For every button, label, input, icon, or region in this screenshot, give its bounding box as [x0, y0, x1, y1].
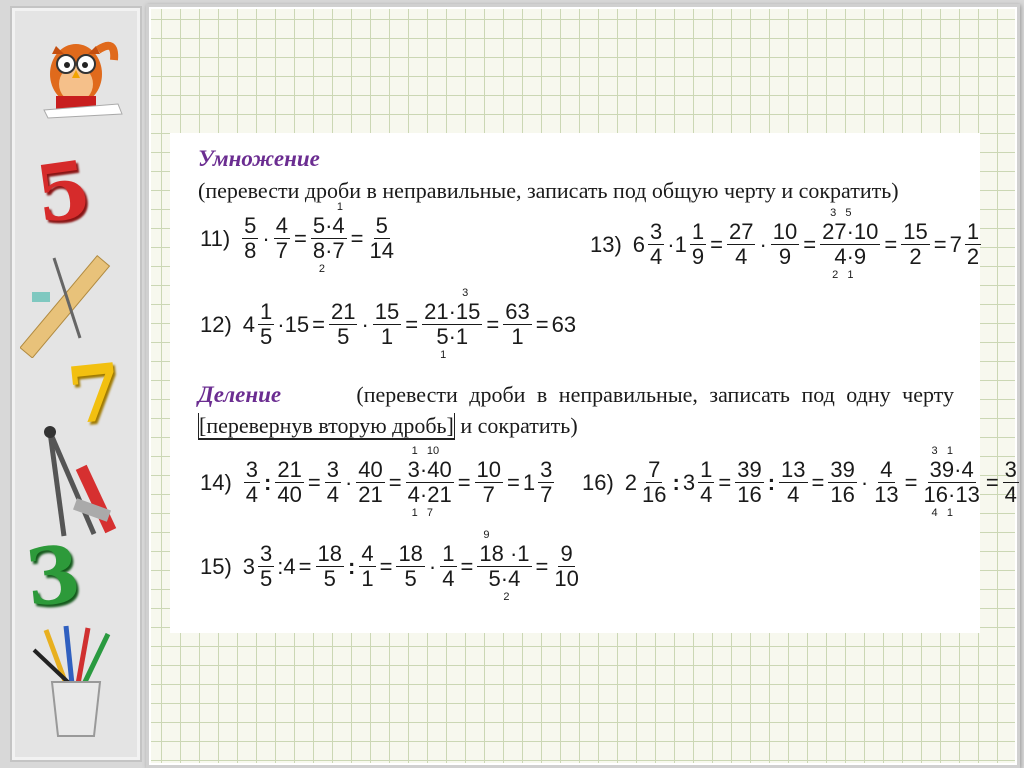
fraction: $\frac{13}{4}$: [781, 457, 806, 507]
fraction: $\frac{63}{1}$: [505, 299, 530, 349]
example-label: 12): [200, 311, 232, 337]
owl-teacher-icon: [26, 30, 130, 122]
fraction: $\frac{18}{5}$: [398, 541, 423, 591]
example-label: 11): [200, 225, 231, 251]
fraction: $\frac{4}{13}$: [874, 457, 899, 507]
division-instruction: (перевести дроби в неправильные, записать под одну черту: [356, 382, 954, 407]
division-line-2: [198, 413, 578, 439]
fraction: $\frac{9}{10}$: [554, 541, 579, 591]
fraction: $\frac{3}{4}$: [245, 457, 259, 507]
fraction: $\frac{3}{4}$: [650, 219, 663, 269]
fraction: $\frac{4}{7}$: [275, 213, 288, 263]
division-line-1: [198, 382, 954, 408]
fraction: $\frac{5}{14}$: [369, 213, 394, 263]
pencil-cup-icon: [26, 624, 126, 742]
fraction: $\frac{27}{4}$: [728, 219, 754, 269]
fraction: 9 18 ·1 5·4 2: [479, 529, 530, 603]
number-three: 3: [21, 528, 85, 625]
example-label: 14): [200, 469, 232, 495]
example-11: 11) $\frac{5}{8}$ · $\frac{4}{7}$ = 1 5·4 8·7 2 = $\frac{5}{14}$: [200, 201, 394, 275]
fraction: 3 21·15 5·1 1: [424, 287, 481, 361]
fraction: 3 1 39·4 16·13 4 1: [923, 445, 980, 519]
example-16: 16) 2 $\frac{7}{16}$ : 3 $\frac{1}{4}$ = $\frac{39}{16}$ : $\frac{13}{4}$ = $\frac{39}{16}$ · $\frac{4}{13}$ = 3 1 39·4 16·13 4 1 = $\frac{3}{4}$: [582, 445, 1017, 519]
fraction: 1 10 3·40 4·21 1 7: [407, 445, 452, 519]
fraction: $\frac{3}{4}$: [1004, 457, 1017, 507]
fraction: $\frac{15}{1}$: [374, 299, 400, 349]
fraction: $\frac{1}{2}$: [966, 219, 980, 269]
fraction: $\frac{39}{16}$: [830, 457, 855, 507]
fraction: $\frac{21}{5}$: [330, 299, 356, 349]
fraction: 1 5·4 8·7 2: [312, 201, 345, 275]
fraction: $\frac{5}{8}$: [244, 213, 257, 263]
example-label: 16): [582, 469, 614, 495]
fraction: 3 5 27·10 4·9 2 1: [822, 207, 879, 281]
number-five: 5: [29, 143, 97, 242]
ruler-pencil-icon: [20, 248, 130, 358]
fraction: $\frac{7}{16}$: [642, 457, 667, 507]
example-label: 15): [200, 553, 232, 579]
fraction: $\frac{10}{7}$: [476, 457, 502, 507]
division-underlined-note: [перевернув вторую дробь]: [199, 413, 454, 438]
fraction: $\frac{1}{4}$: [442, 541, 455, 591]
fraction: $\frac{1}{4}$: [700, 457, 713, 507]
number-seven: 7: [63, 346, 127, 443]
multiplication-instruction: (перевести дроби в неправильные, записать под общую черту и сократить): [198, 178, 899, 203]
example-15: 15) 3 $\frac{3}{5}$ :4 = $\frac{18}{5}$ : $\frac{4}{1}$ = $\frac{18}{5}$ · $\frac{1}{4}$ = 9 18 ·1 5·4 2 = $\frac{9}{10}$: [200, 529, 579, 603]
multiplication-title: Умножение: [198, 146, 320, 171]
fraction: $\frac{1}{9}$: [691, 219, 705, 269]
fraction: $\frac{39}{16}$: [737, 457, 762, 507]
division-instruction-end: и сократить): [460, 413, 578, 438]
fraction: $\frac{10}{9}$: [772, 219, 798, 269]
compass-icon: [24, 424, 128, 544]
example-13: 13) 6 $\frac{3}{4}$ ·1 $\frac{1}{9}$ = $\frac{27}{4}$ · $\frac{10}{9}$ = 3 5 27·10 4·9 2 1 = $\frac{15}{2}$ = 7 $\frac{1}{2}$: [590, 207, 980, 281]
decorative-sidebar: [10, 6, 142, 762]
example-12: 12) 4 $\frac{1}{5}$ ·15 = $\frac{21}{5}$ · $\frac{15}{1}$ = 3 21·15 5·1 1 = $\frac{63}{1}$ = 63: [200, 287, 577, 361]
fraction: $\frac{3}{4}$: [326, 457, 339, 507]
division-title: Деление: [198, 382, 282, 407]
example-label: 13): [590, 231, 622, 257]
fraction: $\frac{3}{5}$: [260, 541, 273, 591]
fraction: $\frac{21}{40}$: [277, 457, 302, 507]
fraction: $\frac{15}{2}$: [903, 219, 928, 269]
fraction: $\frac{3}{7}$: [540, 457, 553, 507]
example-14: 14) $\frac{3}{4}$ : $\frac{21}{40}$ = $\frac{3}{4}$ · $\frac{40}{21}$ = 1 10 3·40 4·21 1 7 = $\frac{10}{7}$ = 1 $\frac{3}{7}$: [200, 445, 553, 519]
fraction: $\frac{40}{21}$: [358, 457, 383, 507]
fraction: $\frac{1}{5}$: [260, 299, 273, 349]
fraction: $\frac{18}{5}$: [317, 541, 342, 591]
fraction: $\frac{4}{1}$: [361, 541, 374, 591]
